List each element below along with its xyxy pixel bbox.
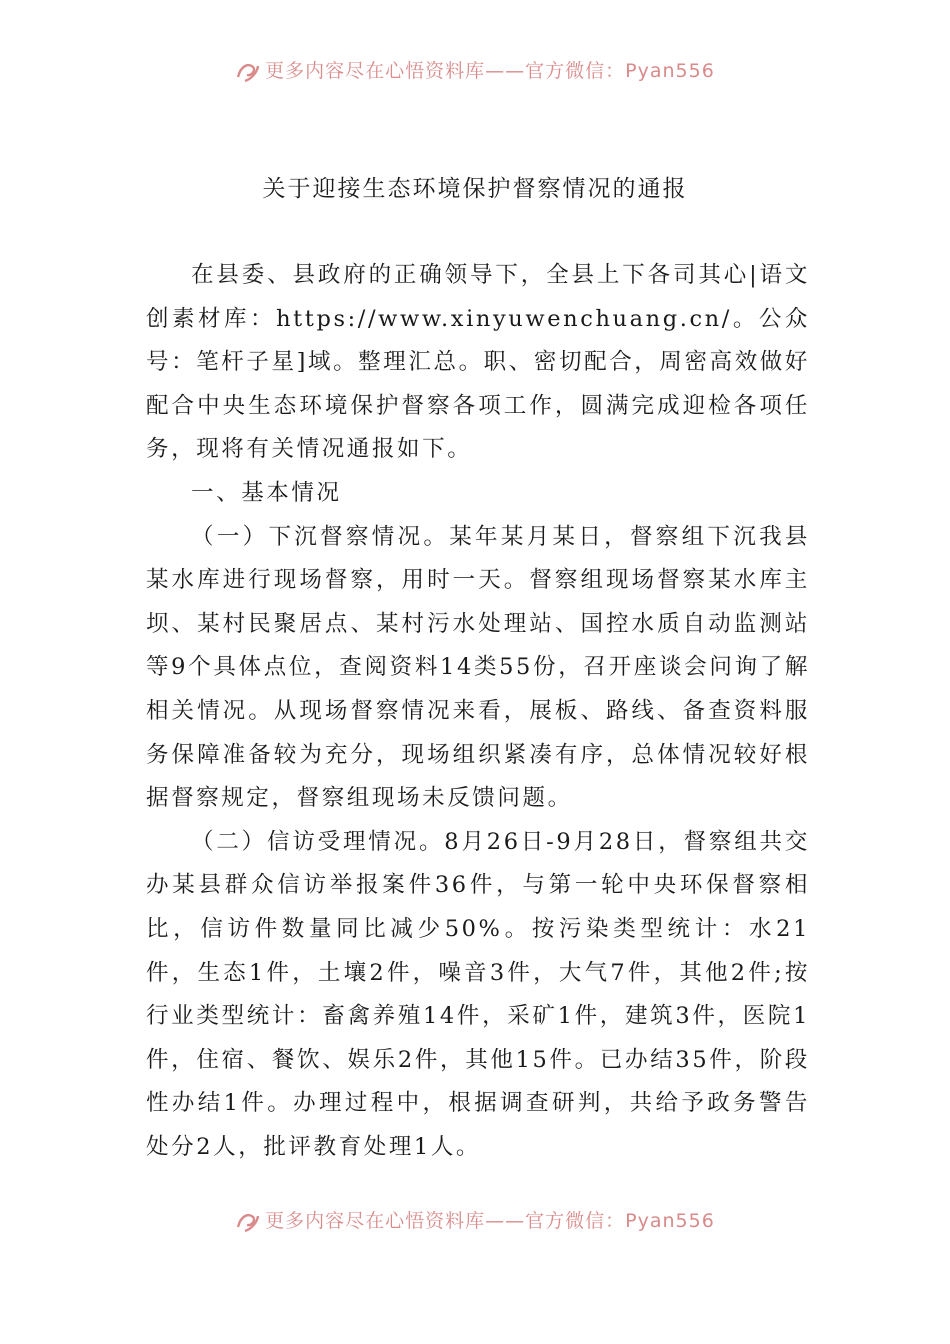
paragraph-petition: （二）信访受理情况。8月26日-9月28日，督察组共交办某县群众信访举报案件36件，与第一轮中央环保督察相比，信访件数量同比减少50%。按污染类型统计：水21件，生态1件，土壤2件，噪音3件，大气7件，其他2件;按行业类型统计：畜禽养殖14件，采矿1件，建筑3件，医院1件，住宿、餐饮、娱乐2件，其他15件。已办结35件，阶段性办结1件。办理过程中，根据调查研判，共给予政务警告处分2人，批评教育处理1人。 [146, 828, 810, 1160]
paragraph-intro: 在县委、县政府的正确领导下，全县上下各司其心|语文创素材库：https://www.xinyuwenchuang.cn/。公众号：笔杆子星]域。整理汇总。职、密切配合，周密高效做好配合中央生态环境保护督察各项工作，圆满完成迎检各项任务，现将有关情况通报如下。 [146, 262, 810, 463]
watermark-logo-icon [235, 1211, 261, 1233]
section-heading: 一、基本情况 [191, 479, 342, 506]
document-body [146, 254, 810, 1169]
watermark-banner-top [0, 56, 950, 86]
watermark-text: 更多内容尽在心悟资料库——官方微信：Pyan556 [265, 1210, 715, 1232]
paragraph-inspection: （一）下沉督察情况。某年某月某日，督察组下沉我县某水库进行现场督察，用时一天。督察组现场督察某水库主坝、某村民聚居点、某村污水处理站、国控水质自动监测站等9个具体点位，查阅资料14类55份，召开座谈会问询了解相关情况。从现场督察情况来看，展板、路线、备查资料服务保障准备较为充分，现场组织紧凑有序，总体情况较好根据督察规定，督察组现场未反馈问题。 [146, 523, 810, 812]
document-title: 关于迎接生态环境保护督察情况的通报 [262, 176, 688, 202]
watermark-logo-icon [235, 61, 261, 83]
watermark-banner-bottom [0, 1206, 950, 1236]
watermark-text: 更多内容尽在心悟资料库——官方微信：Pyan556 [265, 60, 715, 82]
